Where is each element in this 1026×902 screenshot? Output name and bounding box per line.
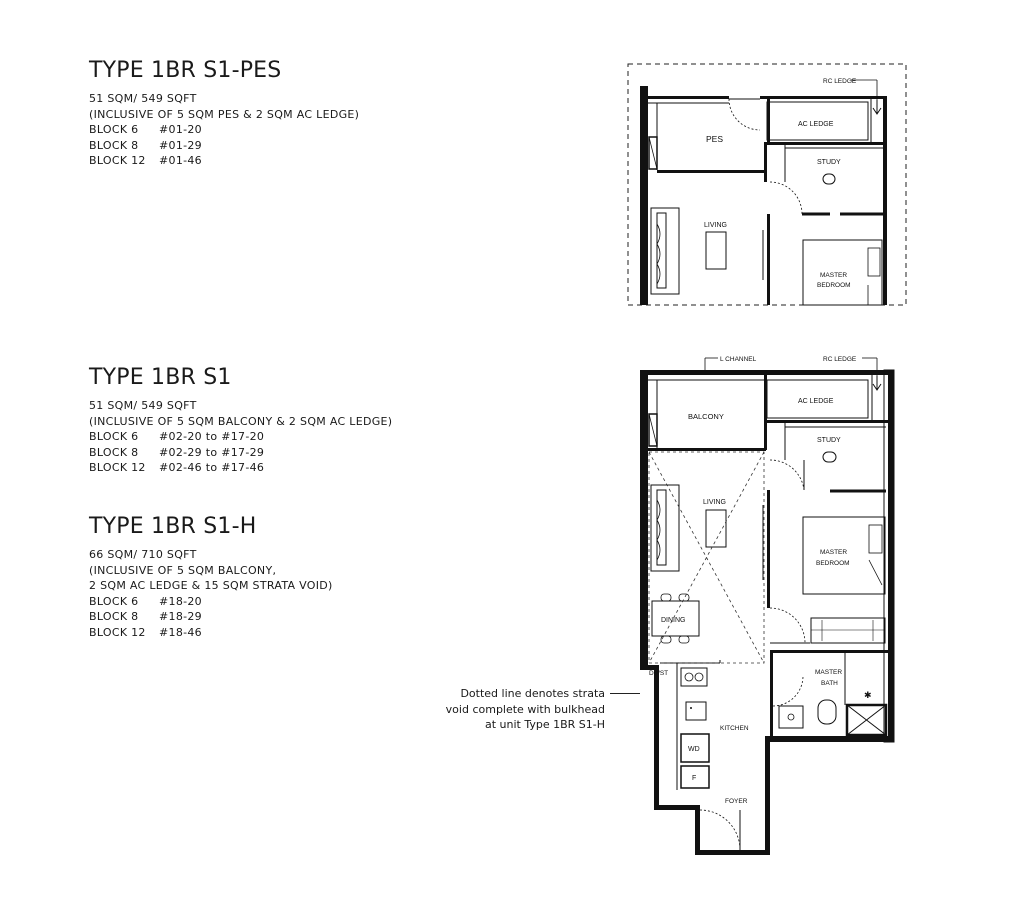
block-row: BLOCK 12 #02-46 to #17-46: [89, 461, 265, 474]
room-label: STUDY: [817, 159, 841, 166]
floor-plan-1br-s1-pes: [628, 64, 906, 305]
unit-area: 51 SQM/ 549 SQFT: [89, 399, 197, 412]
block-row: BLOCK 8 #01-29: [89, 138, 202, 152]
rc-ledge-label: RC LEDGE: [823, 356, 857, 363]
block-row: BLOCK 6 #18-20: [89, 594, 202, 608]
room-label: BALCONY: [688, 412, 724, 421]
east-wall: [883, 96, 887, 305]
unit-type-title: TYPE 1BR S1-H: [89, 514, 257, 539]
west-wall: [640, 86, 648, 305]
block-row: BLOCK 8 #02-29 to #17-29: [89, 445, 265, 459]
block-row: BLOCK 12 #18-46: [89, 625, 202, 639]
unit-inclusion-note: (INCLUSIVE OF 5 SQM PES & 2 SQM AC LEDGE): [89, 107, 360, 121]
room-label: LIVING: [703, 499, 726, 506]
room-label: F: [692, 775, 697, 782]
room-label: MASTER: [820, 549, 848, 556]
room-label: AC LEDGE: [798, 121, 834, 128]
room-label: AC LEDGE: [798, 398, 834, 405]
room-label: MASTER: [820, 272, 848, 279]
floor-plan-1br-s1: [640, 356, 894, 855]
unit-inclusion-note: (INCLUSIVE OF 5 SQM BALCONY,: [89, 563, 277, 577]
rc-ledge-label: RC LEDGE: [823, 78, 857, 85]
room-label: BEDROOM: [816, 560, 850, 567]
room-label: PES: [706, 134, 724, 144]
room-label: STUDY: [817, 437, 841, 444]
block-row: BLOCK 6 #02-20 to #17-20: [89, 430, 265, 443]
room-label: DINING: [661, 617, 686, 624]
room-label: WD: [688, 746, 700, 753]
unit-inclusion-note: (INCLUSIVE OF 5 SQM BALCONY & 2 SQM AC LEDGE): [89, 414, 393, 428]
block-row: BLOCK 12 #01-46: [89, 154, 202, 167]
strata-void-annotation: Dotted line denotes strata void complete with bulkhead at unit Type 1BR S1-H: [445, 687, 605, 731]
l-channel-label: L CHANNEL: [720, 356, 757, 363]
room-label: BATH: [821, 680, 838, 687]
shower-icon: ✱: [864, 690, 872, 700]
room-label: FOYER: [725, 798, 748, 805]
unit-area: 51 SQM/ 549 SQFT: [89, 92, 197, 105]
block-row: BLOCK 8 #18-29: [89, 610, 202, 623]
block-row: BLOCK 6 #01-20: [89, 123, 202, 136]
unit-inclusion-note: 2 SQM AC LEDGE & 15 SQM STRATA VOID): [89, 579, 333, 592]
room-label: DB/ST: [649, 670, 669, 677]
unit-area: 66 SQM/ 710 SQFT: [89, 548, 197, 561]
room-label: MASTER: [815, 669, 843, 676]
unit-type-title: TYPE 1BR S1-PES: [89, 58, 282, 83]
room-label: KITCHEN: [720, 725, 749, 732]
unit-type-title: TYPE 1BR S1: [89, 365, 232, 390]
room-label: LIVING: [704, 222, 727, 229]
room-label: BEDROOM: [817, 282, 851, 289]
